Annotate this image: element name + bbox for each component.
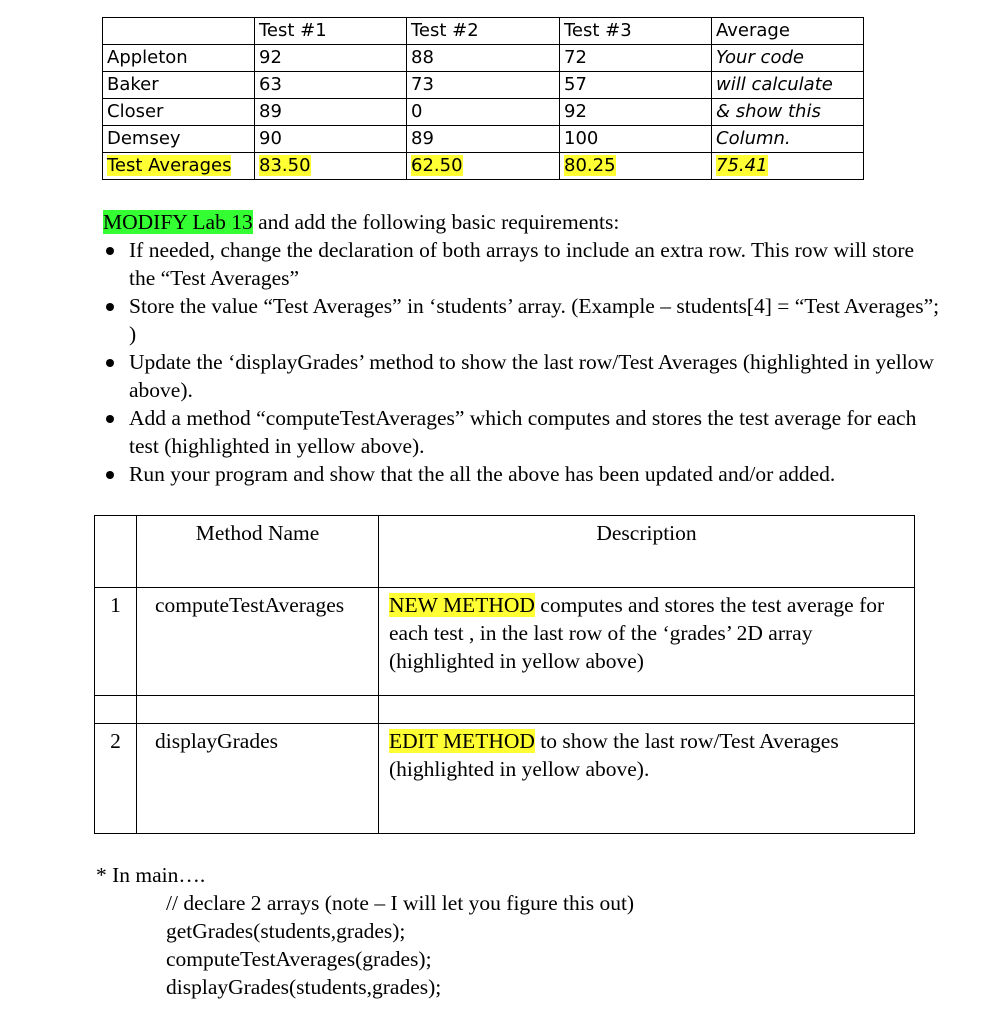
grade-cell: 88 [407,45,560,72]
student-name-cell: Closer [103,99,255,126]
requirement-item [103,236,943,292]
average-note-cell: will calculate [712,72,864,99]
header-cell-average: Average [712,18,864,45]
grade-cell: 0 [407,99,560,126]
bullet-icon [106,359,114,367]
method-description-text: to show the last row/Test Averages (highlighted in yellow above). [389,729,839,781]
average-note-cell: Your code [712,45,864,72]
average-note-cell: Column. [712,126,864,153]
requirement-item [103,460,943,488]
grade-cell: 57 [560,72,712,99]
requirement-text: If needed, change the declaration of both arrays to include an extra row. This row will store the “Test Averages” [129,238,915,290]
requirement-text: Add a method “computeTestAverages” which computes and stores the test average for each test (highlighted in yellow above). [129,406,917,458]
bullet-icon [106,415,114,423]
code-line: // declare 2 arrays (note – I will let you figure this out) [166,891,635,915]
student-name-cell: Demsey [103,126,255,153]
bullet-icon [106,471,114,479]
code-line: getGrades(students,grades); [166,919,406,943]
grade-cell: 92 [560,99,712,126]
method-row [95,588,915,696]
grade-cell: 90 [255,126,407,153]
header-cell-test3: Test #3 [560,18,712,45]
average-value: 80.25 [564,155,616,176]
method-number: 1 [95,588,137,696]
requirement-text: Update the ‘displayGrades’ method to show the last row/Test Averages (highlighted in yellow above). [129,350,934,402]
test-averages-label: Test Averages [107,155,232,176]
average-value: 83.50 [259,155,311,176]
bullet-icon [106,247,114,255]
student-name-cell: Appleton [103,45,255,72]
average-value: 62.50 [411,155,463,176]
methods-table [94,515,915,834]
main-label: * In main…. [96,863,206,887]
grade-cell: 63 [255,72,407,99]
grade-cell: 72 [560,45,712,72]
grades-row [103,99,864,126]
code-line: displayGrades(students,grades); [166,975,442,999]
description-header: Description [379,516,915,588]
header-cell-test2: Test #2 [407,18,560,45]
method-row [95,724,915,834]
method-name-header: Method Name [137,516,379,588]
method-name: displayGrades [137,724,379,834]
grade-cell: 73 [407,72,560,99]
grade-cell: 89 [255,99,407,126]
requirements-list [103,236,943,488]
code-line: computeTestAverages(grades); [166,947,432,971]
methods-header-number [95,516,137,588]
requirement-item [103,292,943,348]
method-name: computeTestAverages [137,588,379,696]
grades-row [103,72,864,99]
bullet-icon [106,303,114,311]
grades-header-row [103,18,864,45]
grades-row [103,126,864,153]
requirements-intro [103,208,943,236]
method-number: 2 [95,724,137,834]
method-description [379,724,915,834]
edit-method-highlight: EDIT METHOD [389,729,535,753]
grade-cell: 92 [255,45,407,72]
method-description [379,588,915,696]
modify-lab-highlight: MODIFY Lab 13 [103,210,253,234]
main-section [96,861,896,1001]
average-note-cell: & show this [712,99,864,126]
grade-cell: 100 [560,126,712,153]
main-code-lines [96,889,896,1001]
grades-row [103,45,864,72]
requirements-intro-text: and add the following basic requirements: [252,210,620,234]
requirement-item [103,404,943,460]
methods-spacer-row [95,696,915,724]
requirements-section [103,208,943,488]
requirement-text: Run your program and show that the all the above has been updated and/or added. [129,462,836,486]
methods-header-row [95,516,915,588]
overall-average-value: 75.41 [716,155,768,176]
requirement-text: Store the value “Test Averages” in ‘students’ array. (Example – students[4] = “Test Averages”; ) [129,294,940,346]
header-cell-name [103,18,255,45]
method-description-text: computes and stores the test average for each test , in the last row of the ‘grades’ 2D array (highlighted in yellow above) [389,593,885,673]
requirement-item [103,348,943,404]
student-name-cell: Baker [103,72,255,99]
test-averages-row [103,153,864,180]
header-cell-test1: Test #1 [255,18,407,45]
grades-table [102,17,864,180]
grade-cell: 89 [407,126,560,153]
new-method-highlight: NEW METHOD [389,593,535,617]
